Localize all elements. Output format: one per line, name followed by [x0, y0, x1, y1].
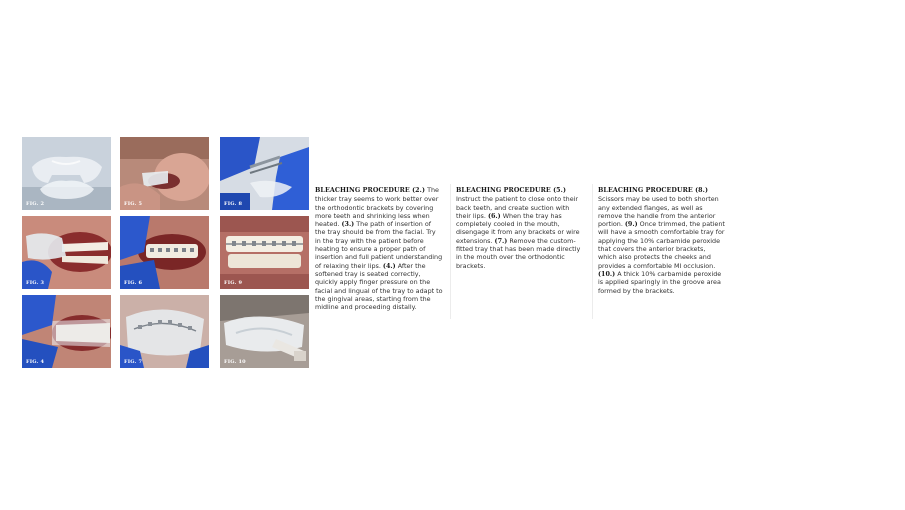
figure-9-photo [220, 216, 309, 289]
figure-label: FIG. 3 [26, 280, 45, 286]
procedure-text: After the softened tray is seated correctly, quickly apply finger pressure on the facial and lingual of the tray to adapt to the gingival areas, starting from the midline and proceeding distally. [315, 261, 443, 312]
figure-3-photo [22, 216, 111, 289]
step-number: (6.) [487, 211, 501, 220]
figure-label: FIG. 9 [224, 280, 243, 286]
column-divider [450, 184, 451, 319]
procedure-text: A thick 10% carbamide peroxide is applied sparingly in the groove area formed by the brackets. [598, 269, 722, 295]
figure-4-photo [22, 295, 111, 368]
procedure-text: Instruct the patient to close onto their back teeth, and create suction with their lips. [456, 195, 579, 220]
figure-label: FIG. 6 [124, 280, 143, 286]
procedure-column-1 [315, 186, 443, 311]
column-divider [592, 184, 593, 319]
procedure-heading: BLEACHING PROCEDURE (2.) [315, 187, 426, 194]
figure-label: FIG. 5 [124, 201, 143, 207]
figure-6-photo [120, 216, 209, 289]
peroxide-syringe-image [220, 295, 309, 368]
figure-label: FIG. 10 [224, 359, 246, 365]
tray-fitting-image [120, 137, 209, 210]
figure-5-photo [120, 137, 209, 210]
figure-2-photo [22, 137, 111, 210]
tray-adapting-image [22, 295, 111, 368]
procedure-text: Scissors may be used to both shorten any extended flanges, as well as remove the handle from the anterior portion. [598, 195, 719, 229]
figure-label: FIG. 2 [26, 201, 45, 207]
procedure-heading: BLEACHING PROCEDURE (8.) [598, 187, 709, 194]
figure-label: FIG. 8 [224, 201, 243, 207]
procedure-text: Once trimmed, the patient will have a smooth comfortable tray for applying the 10% carbamide peroxide that covers the anterior brackets, which also protects the cheeks and provides a comfortable MI occlusion. [598, 220, 725, 270]
procedure-text: The thicker tray seems to work better over the orthodontic brackets by covering more teeth and shrinking less when heated. [315, 186, 439, 229]
procedure-paragraph [456, 186, 584, 270]
step-number: (7.) [494, 236, 508, 245]
step-number: (3.) [341, 220, 355, 229]
step-number: (10.) [598, 269, 616, 278]
braces-pressure-image [120, 216, 209, 289]
clear-tray-image [22, 137, 111, 210]
scissors-trimming-image [220, 137, 309, 210]
step-number: (4.) [382, 261, 396, 270]
figure-10-photo [220, 295, 309, 368]
figure-8-photo [220, 137, 309, 210]
figure-label: FIG. 7 [124, 359, 143, 365]
step-number: (9.) [624, 220, 638, 229]
procedure-text: Remove the custom-fitted tray that has been made directly in the mouth over the orthodontic brackets. [456, 236, 581, 270]
figure-7-photo [120, 295, 209, 368]
procedure-column-2 [456, 186, 584, 270]
procedure-column-3 [598, 186, 726, 295]
tray-on-braces-image [120, 295, 209, 368]
procedure-text: The path of insertion of the tray should be from the facial. Try in the tray with the patient before heating to ensure a proper path of insertion and full patient understanding of relaxing their lips. [315, 220, 443, 270]
procedure-heading: BLEACHING PROCEDURE (5.) [456, 187, 567, 194]
figure-label: FIG. 4 [26, 359, 45, 365]
procedure-paragraph [315, 186, 443, 311]
braces-smile-image [220, 216, 309, 289]
procedure-paragraph [598, 186, 726, 295]
procedure-text: When the tray has completely cooled in the mouth, disengage it from any brackets or wire extensions. [456, 211, 580, 245]
tray-insertion-image [22, 216, 111, 289]
